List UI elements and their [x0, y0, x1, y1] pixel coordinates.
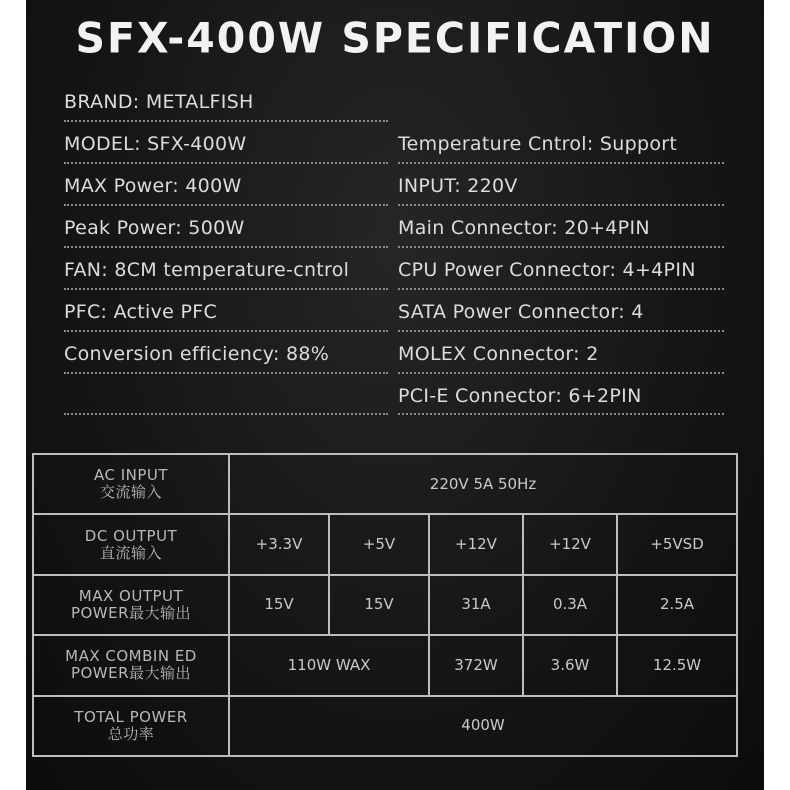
row-header — [33, 696, 229, 756]
table-row — [33, 514, 737, 574]
table-cell: +3.3V — [229, 514, 329, 574]
row-header — [33, 454, 229, 514]
page-title: SFX-400W SPECIFICATION — [75, 13, 715, 63]
table-cell: +12V — [429, 514, 523, 574]
spec-fan: FAN: 8CM temperature-cntrol — [64, 259, 350, 281]
header-label-cn: POWER最大输出 — [70, 603, 192, 622]
divider — [64, 330, 388, 332]
table-cell: 12.5W — [617, 635, 737, 695]
spec-input: INPUT: 220V — [398, 175, 518, 197]
divider — [398, 204, 724, 206]
header-label-en: MAX OUTPUT — [78, 586, 184, 605]
spec-table — [32, 453, 738, 757]
header-label-en: AC INPUT — [93, 466, 169, 485]
table-row — [33, 454, 737, 514]
table-row — [33, 635, 737, 695]
table-cell: +5VSD — [617, 514, 737, 574]
divider — [398, 330, 724, 332]
spec-pfc: PFC: Active PFC — [64, 301, 218, 323]
table-cell: +5V — [329, 514, 429, 574]
spec-cpu-connector: CPU Power Connector: 4+4PIN — [398, 259, 696, 281]
header-label-en: MAX COMBIN ED — [65, 647, 197, 666]
divider — [64, 246, 388, 248]
table-cell: 0.3A — [523, 575, 617, 635]
header-label-en: DC OUTPUT — [84, 526, 178, 545]
spec-molex-connector: MOLEX Connector: 2 — [398, 343, 599, 365]
header-label-cn: POWER最大输出 — [70, 664, 192, 683]
table-cell: 2.5A — [617, 575, 737, 635]
table-cell: +12V — [523, 514, 617, 574]
divider — [398, 288, 724, 290]
divider — [398, 162, 724, 164]
table-cell: 3.6W — [523, 635, 617, 695]
row-header — [33, 635, 229, 695]
spec-max-power: MAX Power: 400W — [64, 175, 242, 197]
header-label-en: TOTAL POWER — [74, 707, 188, 726]
spec-brand: BRAND: METALFISH — [64, 91, 254, 113]
table-cell: 110W WAX — [229, 635, 429, 695]
divider — [398, 246, 724, 248]
table-cell: 15V — [329, 575, 429, 635]
spec-peak-power: Peak Power: 500W — [64, 217, 245, 239]
divider — [64, 288, 388, 290]
row-header — [33, 514, 229, 574]
table-row — [33, 575, 737, 635]
spec-model: MODEL: SFX-400W — [64, 133, 247, 155]
header-label-cn: 总功率 — [107, 724, 155, 743]
spec-sata-connector: SATA Power Connector: 4 — [398, 301, 644, 323]
table-cell: 372W — [429, 635, 523, 695]
spec-temp-control: Temperature Cntrol: Support — [398, 133, 678, 155]
divider — [64, 413, 388, 415]
header-label-cn: 交流输入 — [99, 483, 162, 502]
table-cell: 400W — [229, 696, 737, 756]
divider — [64, 204, 388, 206]
header-label-cn: 直流输入 — [99, 543, 162, 562]
divider — [64, 162, 388, 164]
divider — [398, 413, 724, 415]
row-header — [33, 575, 229, 635]
spec-pcie-connector: PCI-E Connector: 6+2PIN — [398, 385, 642, 407]
table-cell: 15V — [229, 575, 329, 635]
table-row — [33, 696, 737, 756]
spec-efficiency: Conversion efficiency: 88% — [64, 343, 330, 365]
table-cell: 220V 5A 50Hz — [229, 454, 737, 514]
table-cell: 31A — [429, 575, 523, 635]
divider — [64, 120, 388, 122]
divider — [398, 372, 724, 374]
divider — [64, 372, 388, 374]
spec-main-connector: Main Connector: 20+4PIN — [398, 217, 650, 239]
